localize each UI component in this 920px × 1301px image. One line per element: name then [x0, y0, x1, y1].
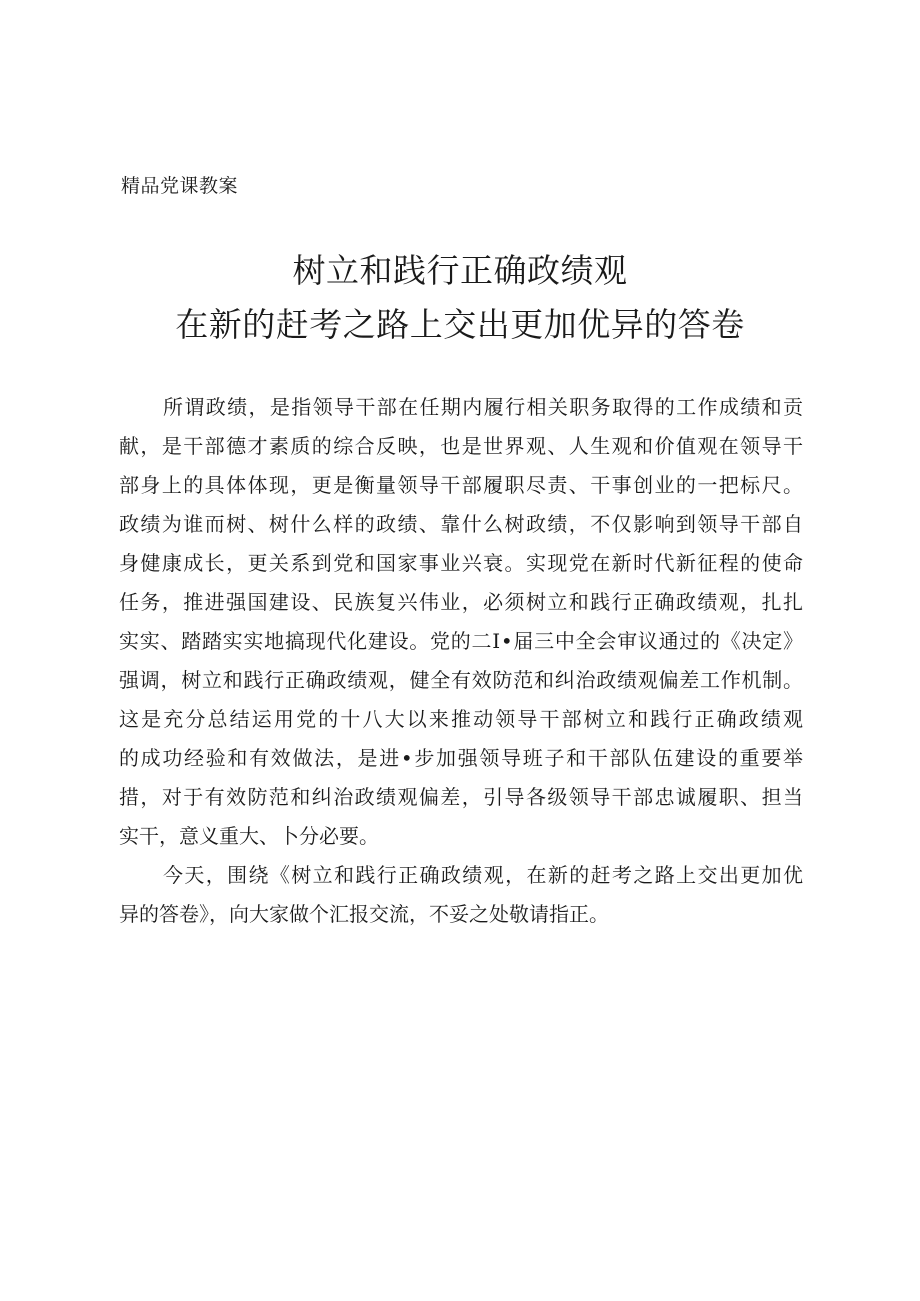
paragraph-line: 所谓政绩，是指领导干部在任期内履行相关职务取得的工作成绩和贡	[163, 395, 803, 419]
paragraph-line: 今天，围绕《树立和践行正确政绩观，在新的赶考之路上交出更加优	[163, 863, 803, 887]
paragraph-line: 任务，推进强国建设、民族复兴伟业，必须树立和践行正确政绩观，扎扎	[119, 590, 803, 614]
paragraph-line: 强调，树立和践行正确政绩观，健全有效防范和纠治政绩观偏差工作机制。	[119, 668, 803, 692]
paragraph-line: 异的答卷》，向大家做个汇报交流，不妥之处敬请指正。	[119, 902, 609, 926]
title-line-1: 树立和践行正确政绩观	[292, 251, 628, 290]
paragraph-line: 这是充分总结运用党的十八大以来推动领导干部树立和践行正确政绩观	[119, 707, 803, 731]
paragraph-line: 措，对于有效防范和纠治政绩观偏差，引导各级领导干部忠诚履职、担当	[119, 785, 803, 809]
title-line-2: 在新的赶考之路上交出更加优异的答卷	[175, 305, 745, 344]
paragraph-line: 政绩为谁而树、树什么样的政绩、靠什么树政绩，不仅影响到领导干部自	[119, 512, 803, 536]
paragraph-1	[119, 388, 803, 856]
paragraph-line: 献，是干部德才素质的综合反映，也是世界观、人生观和价值观在领导干	[119, 434, 803, 458]
document-title	[0, 244, 920, 352]
paragraph-line: 实实、踏踏实实地搞现代化建设。党的二Ⅰ•届三中全会审议通过的《决定》	[119, 629, 803, 653]
document-body	[119, 388, 803, 934]
paragraph-line: 身健康成长，更关系到党和国家事业兴衰。实现党在新时代新征程的使命	[119, 551, 803, 575]
paragraph-2	[119, 856, 803, 934]
paragraph-line: 部身上的具体体现，更是衡量领导干部履职尽责、干事创业的一把标尺。	[119, 473, 803, 497]
paragraph-line: 实干，意义重大、卜分必要。	[119, 824, 379, 848]
document-category-label: 精品党课教案	[121, 175, 239, 197]
paragraph-line: 的成功经验和有效做法，是进•步加强领导班子和干部队伍建设的重要举	[119, 746, 803, 770]
